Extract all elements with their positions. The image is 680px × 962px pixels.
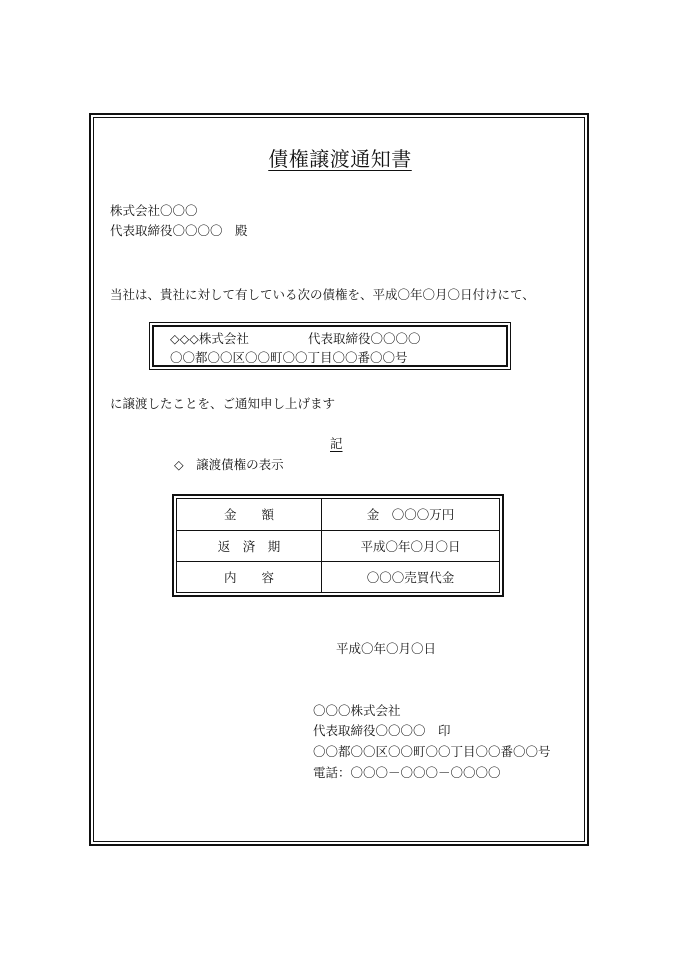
section-heading: ◇ 譲渡債権の表示 (174, 457, 284, 472)
sender-company: 〇〇〇株式会社 (313, 703, 401, 718)
intro-text: 当社は、貴社に対して有している次の債権を、平成〇年〇月〇日付けにて、 (110, 287, 535, 302)
assignee-company: ◇◇◇株式会社 (170, 331, 249, 346)
document-title-text: 債権譲渡通知書 (268, 147, 412, 171)
table-row (177, 561, 499, 593)
ki-heading: 記 (330, 436, 343, 451)
document-date: 平成〇年〇月〇日 (336, 641, 437, 656)
assignee-address: 〇〇都〇〇区〇〇町〇〇丁目〇〇番〇〇号 (170, 350, 408, 365)
table-value: 〇〇〇売買代金 (321, 562, 499, 593)
recipient-company: 株式会社〇〇〇 (110, 203, 198, 218)
notice-text: に譲渡したことを、ご通知申し上げます (110, 396, 336, 411)
table-label: 金 額 (223, 507, 274, 522)
sender-phone: 電話：〇〇〇－〇〇〇－〇〇〇〇 (313, 765, 501, 780)
table-row (177, 530, 499, 562)
table-value: 平成〇年〇月〇日 (321, 531, 499, 562)
sender-representative: 代表取締役〇〇〇〇 印 (313, 723, 451, 738)
table-value: 金 〇〇〇万円 (321, 499, 499, 530)
table-label: 返 済 期 (217, 539, 281, 554)
sender-address: 〇〇都〇〇区〇〇町〇〇丁目〇〇番〇〇号 (313, 744, 551, 759)
table-row (177, 499, 499, 530)
table-label: 内 容 (223, 570, 274, 585)
assignee-representative: 代表取締役〇〇〇〇 (308, 331, 421, 346)
document-title (0, 146, 680, 172)
claim-table (176, 498, 500, 593)
recipient-representative: 代表取締役〇〇〇〇 殿 (110, 223, 248, 238)
